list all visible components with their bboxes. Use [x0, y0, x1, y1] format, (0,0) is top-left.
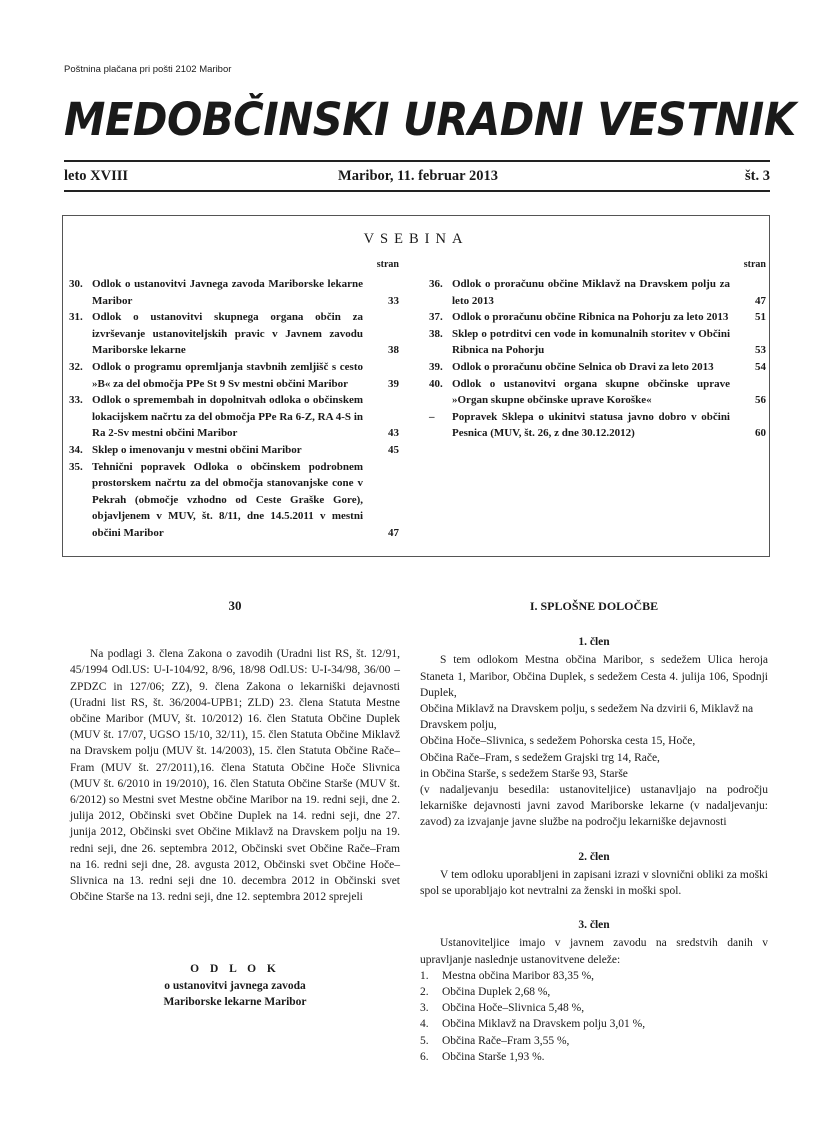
- toc-entry-page: 60: [755, 427, 766, 440]
- contents-right-column: [429, 258, 766, 442]
- year-label: leto XVIII: [64, 168, 129, 184]
- document-type: O D L O K: [190, 963, 280, 976]
- list-item-number: 1.: [420, 969, 429, 982]
- toc-entry-number: 38.: [429, 327, 443, 340]
- toc-entry[interactable]: [69, 459, 399, 542]
- list-item: [420, 984, 768, 1000]
- article-title: 3. člen: [578, 919, 610, 932]
- toc-entry-number: 30.: [69, 278, 83, 290]
- toc-entry[interactable]: [429, 309, 766, 326]
- list-item-text: Občina Hoče–Slivnica 5,48 %,: [442, 1002, 585, 1015]
- article-line: Občina Hoče–Slivnica, s sedežem Pohorska cesta 15, Hoče,: [420, 735, 696, 748]
- right-text-column: [420, 598, 768, 1065]
- toc-entry-title: Sklep o imenovanju v mestni občini Maribor: [92, 443, 302, 456]
- toc-entry-number: 34.: [69, 443, 83, 456]
- toc-entry-number: 39.: [429, 360, 443, 373]
- page-column-label: stran: [376, 259, 399, 270]
- article-line: in Občina Starše, s sedežem Starše 93, Starše: [420, 767, 628, 780]
- page-column-label: stran: [743, 259, 766, 270]
- act-number: 30: [228, 598, 242, 613]
- toc-entry-title: Sklep o potrditvi cen vode in komunalnih storitev v Občini Ribnica na Pohorju: [452, 327, 730, 357]
- toc-entry-number: 36.: [429, 278, 443, 290]
- contents-box: [62, 215, 770, 557]
- toc-entry-page: 45: [388, 443, 399, 456]
- article-line: Občina Miklavž na Dravskem polju, s sedežem Na dzvirii 6, Miklavž na Dravskem polju,: [420, 703, 754, 732]
- section-title: I. SPLOŠNE DOLOČBE: [529, 599, 659, 613]
- toc-entry-number: 40.: [429, 377, 443, 390]
- toc-entry-page: 56: [755, 394, 766, 407]
- article-title: 2. člen: [578, 850, 610, 863]
- toc-entry-title: Odlok o proračunu občine Selnica ob Dravi za leto 2013: [452, 360, 714, 373]
- toc-entry-title: Odlok o programu opremljanja stavbnih zemljišč s cesto »B« za del območja PPe St 9 Sv mestni občini Maribor: [92, 360, 363, 390]
- toc-entry[interactable]: [429, 409, 766, 442]
- toc-entry-page: 38: [388, 344, 399, 357]
- contents-title: VSEBINA: [363, 231, 469, 247]
- toc-entry-page: 53: [755, 344, 766, 357]
- preamble-paragraph: Na podlagi 3. člena Zakona o zavodih (Uradni list RS, št. 12/91, 45/1994 Odl.US: U-I-104/92, 8/96, 18/98 Odl.US: U-I-34/98, 36/00 – ZPDZC in 127/06; ZZ), 9. člena Zakona o lekarniški dejavnosti (Uradni list RS, št. 36/2004-UPB1; ZLD) 23. člena Statuta Mestne občine Maribor (MUV, št. 10/2012) 16. člen Statuta Občine Duplek (MUV št. 17/07, UGSO 15/10, 32/11), 15. člen Statuta Občine Miklavž na Dravskem polju (MUV št. 14/2003), 15. člen Statuta Občine Rače–Fram (MUV št. 27/2011),16. člena Statuta Občine Hoče Slivnica (MUV št. 6/2010 in 19/2010), 16. člen Statuta Občine Starše (MUV št. 6/2012) so Mestni svet Mestne občine Maribor na 19. redni seji, dne 2. julija 2012, Občinski svet Občine Duplek na 14. redni seji, dne 27. junija 2012, Občinski svet Občine Miklavž na Dravskem polju na 19. redni seji, dne 26. septembra 2012, Občinski svet Občine Rače–Fram na 16. redni seji dne, 28. avgusta 2012, Občinski svet Občine Hoče–Slivnica na 13. redni seji dne 10. decembra 2012 in Občinski svet Občine Starše na 13. redni seji, dne 12. septembra 2012 sprejeli: [70, 648, 400, 904]
- shares-list: [420, 968, 768, 1065]
- article-paragraph: V tem odloku uporabljeni in zapisani izrazi v slovnični obliki za moški spol se uporabljajo kot nevtralni za ženski in moški spol.: [420, 868, 768, 898]
- list-item-number: 3.: [420, 1002, 429, 1015]
- toc-entry-title: Odlok o proračunu občine Ribnica na Pohorju za leto 2013: [452, 311, 729, 324]
- toc-entry-title: Odlok o ustanovitvi skupnega organa občin za izvrševanje ustanoviteljskih pravic v Javnem zavodu Mariborske lekarne: [92, 311, 363, 357]
- header-rule-top: [64, 160, 770, 162]
- toc-entry-title: Tehnični popravek Odloka o občinskem podrobnem prostorskem načrtu za del območja stanovanjske cone v Pekrah (območje vzhodno od Ceste Graške Gore), objavljenem v MUV, št. 8/11, dne 14.5.2011 v mestni občini Maribor: [92, 460, 363, 539]
- toc-entry[interactable]: [69, 442, 399, 459]
- toc-entry-page: 54: [755, 360, 766, 373]
- list-item: [420, 1016, 768, 1032]
- postage-note: Poštnina plačana pri pošti 2102 Maribor: [64, 64, 232, 75]
- toc-entry-page: 47: [755, 294, 766, 307]
- article-line: Občina Rače–Fram, s sedežem Grajski trg 14, Rače,: [420, 751, 660, 764]
- toc-entry-title: Odlok o proračunu občine Miklavž na Dravskem polju za leto 2013: [452, 278, 730, 307]
- toc-entry-title: Odlok o ustanovitvi Javnega zavoda Mariborske lekarne Maribor: [92, 278, 363, 307]
- toc-entry-number: 35.: [69, 460, 83, 473]
- document-title-line: Mariborske lekarne Maribor: [163, 995, 307, 1008]
- list-item: [420, 1000, 768, 1016]
- article-paragraph: (v nadaljevanju besedila: ustanoviteljice) ustanavljajo na področju lekarniške dejavnosti javni zavod Mariborske lekarne (v nadaljevanju: zavod) za izvajanje javne službe na področju lekarniške dejavnosti: [420, 784, 768, 829]
- list-item: [420, 1033, 768, 1049]
- toc-entry-number: 31.: [69, 311, 83, 324]
- toc-entry-page: 47: [388, 526, 399, 539]
- list-item-number: 6.: [420, 1050, 429, 1063]
- list-item: [420, 1049, 768, 1065]
- left-text-column: [70, 598, 400, 1010]
- toc-entry-page: 33: [388, 294, 399, 307]
- contents-left-column: [69, 258, 399, 542]
- article-title: 1. člen: [578, 636, 610, 649]
- list-item-number: 4.: [420, 1018, 429, 1031]
- toc-entry[interactable]: [69, 392, 399, 442]
- toc-entry-page: 51: [755, 311, 766, 324]
- toc-entry-number: 37.: [429, 311, 443, 324]
- toc-entry-page: 39: [388, 377, 399, 390]
- toc-entry[interactable]: [429, 276, 766, 309]
- toc-entry[interactable]: [69, 276, 399, 309]
- toc-entry-title: Odlok o spremembah in dopolnitvah odloka o občinskem lokacijskem načrtu za del območja PPe Ra 6-Z, RA 4-S in Ra 2-Sv mestni občini Maribor: [92, 394, 363, 440]
- article-paragraph: S tem odlokom Mestna občina Maribor, s sedežem Ulica heroja Staneta 1, Maribor, Občina Duplek, s sedežem Cesta 4. julija 106, Spodnji Duplek,: [420, 654, 768, 699]
- toc-entry-title: Odlok o ustanovitvi organa skupne občinske uprave »Organ skupne občinske uprave Koroške«: [452, 377, 730, 407]
- list-item-number: 2.: [420, 986, 429, 999]
- toc-entry-page: 43: [388, 427, 399, 440]
- toc-entry[interactable]: [429, 376, 766, 409]
- masthead-title: MEDOBČINSKI URADNI VESTNIK: [64, 93, 796, 146]
- toc-entry-number: 32.: [69, 360, 83, 373]
- place-date: Maribor, 11. februar 2013: [338, 168, 498, 184]
- list-item-number: 5.: [420, 1034, 429, 1047]
- toc-entry[interactable]: [69, 359, 399, 392]
- header-rule-bottom: [64, 190, 770, 192]
- list-item-text: Občina Duplek 2,68 %,: [442, 986, 551, 999]
- toc-entry-title: Popravek Sklepa o ukinitvi statusa javno dobro v občini Pesnica (MUV, št. 26, z dne 30.12.2012): [452, 410, 730, 440]
- article-paragraph: Ustanoviteljice imajo v javnem zavodu na sredstvih danih v upravljanje naslednje ustanovitvene deleže:: [420, 937, 768, 966]
- toc-entry-number: 33.: [69, 394, 83, 407]
- toc-entry-number: –: [429, 410, 435, 423]
- list-item: [420, 968, 768, 984]
- list-item-text: Občina Rače–Fram 3,55 %,: [442, 1034, 570, 1047]
- toc-entry[interactable]: [429, 359, 766, 376]
- list-item-text: Mestna občina Maribor 83,35 %,: [442, 969, 595, 982]
- toc-entry[interactable]: [69, 309, 399, 359]
- list-item-text: Občina Starše 1,93 %.: [442, 1050, 545, 1063]
- issue-number: št. 3: [745, 168, 770, 184]
- document-title-line: o ustanovitvi javnega zavoda: [164, 979, 306, 992]
- list-item-text: Občina Miklavž na Dravskem polju 3,01 %,: [442, 1018, 646, 1031]
- toc-entry[interactable]: [429, 326, 766, 359]
